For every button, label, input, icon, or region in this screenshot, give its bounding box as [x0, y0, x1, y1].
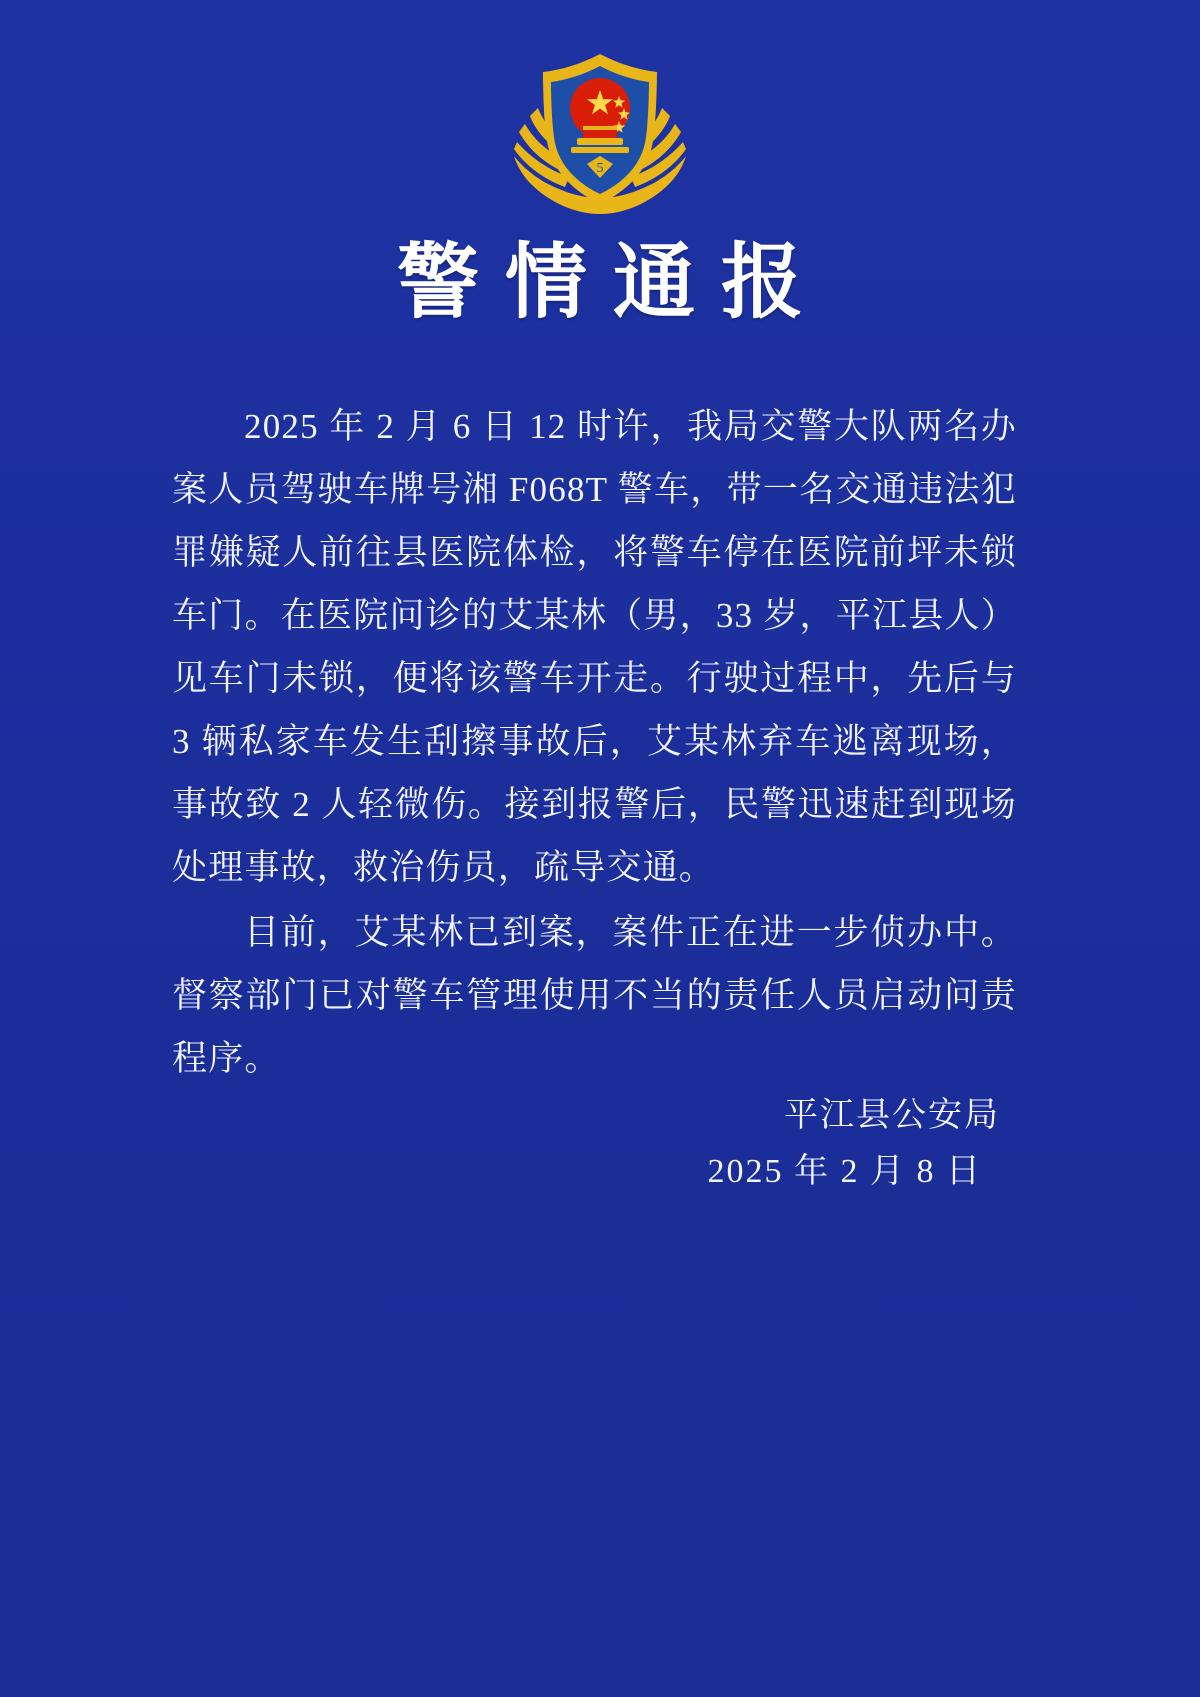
svg-text:5: 5 — [596, 161, 604, 176]
notice-paragraph-2: 目前，艾某林已到案，案件正在进一步侦办中。督察部门已对警车管理使用不当的责任人员启动问责程序。 — [172, 913, 1017, 1078]
notice-body — [172, 395, 1017, 1092]
page-title: 警情通报 — [396, 237, 829, 328]
notice-paragraph-1: 2025 年 2 月 6 日 12 时许，我局交警大队两名办案人员驾驶车牌号湘 F068T 警车，带一名交通违法犯罪嫌疑人前往县医院体检，将警车停在医院前坪未锁车门。在医院问诊的艾某林（男，33 岁，平江县人）见车门未锁，便将该警车开走。行驶过程中，先后与 3 辆私家车发生刮擦事故后，艾某林弃车逃离现场，事故致 2 人轻微伤。接到报警后，民警迅速赶到现场处理事故，救治伤员，疏导交通。 — [172, 407, 1017, 887]
china-police-badge-icon — [505, 46, 695, 221]
issue-date: 2025 年 2 月 8 日 — [707, 1153, 982, 1190]
issuing-organization: 平江县公安局 — [784, 1097, 1000, 1134]
signature-block — [0, 1088, 1000, 1200]
